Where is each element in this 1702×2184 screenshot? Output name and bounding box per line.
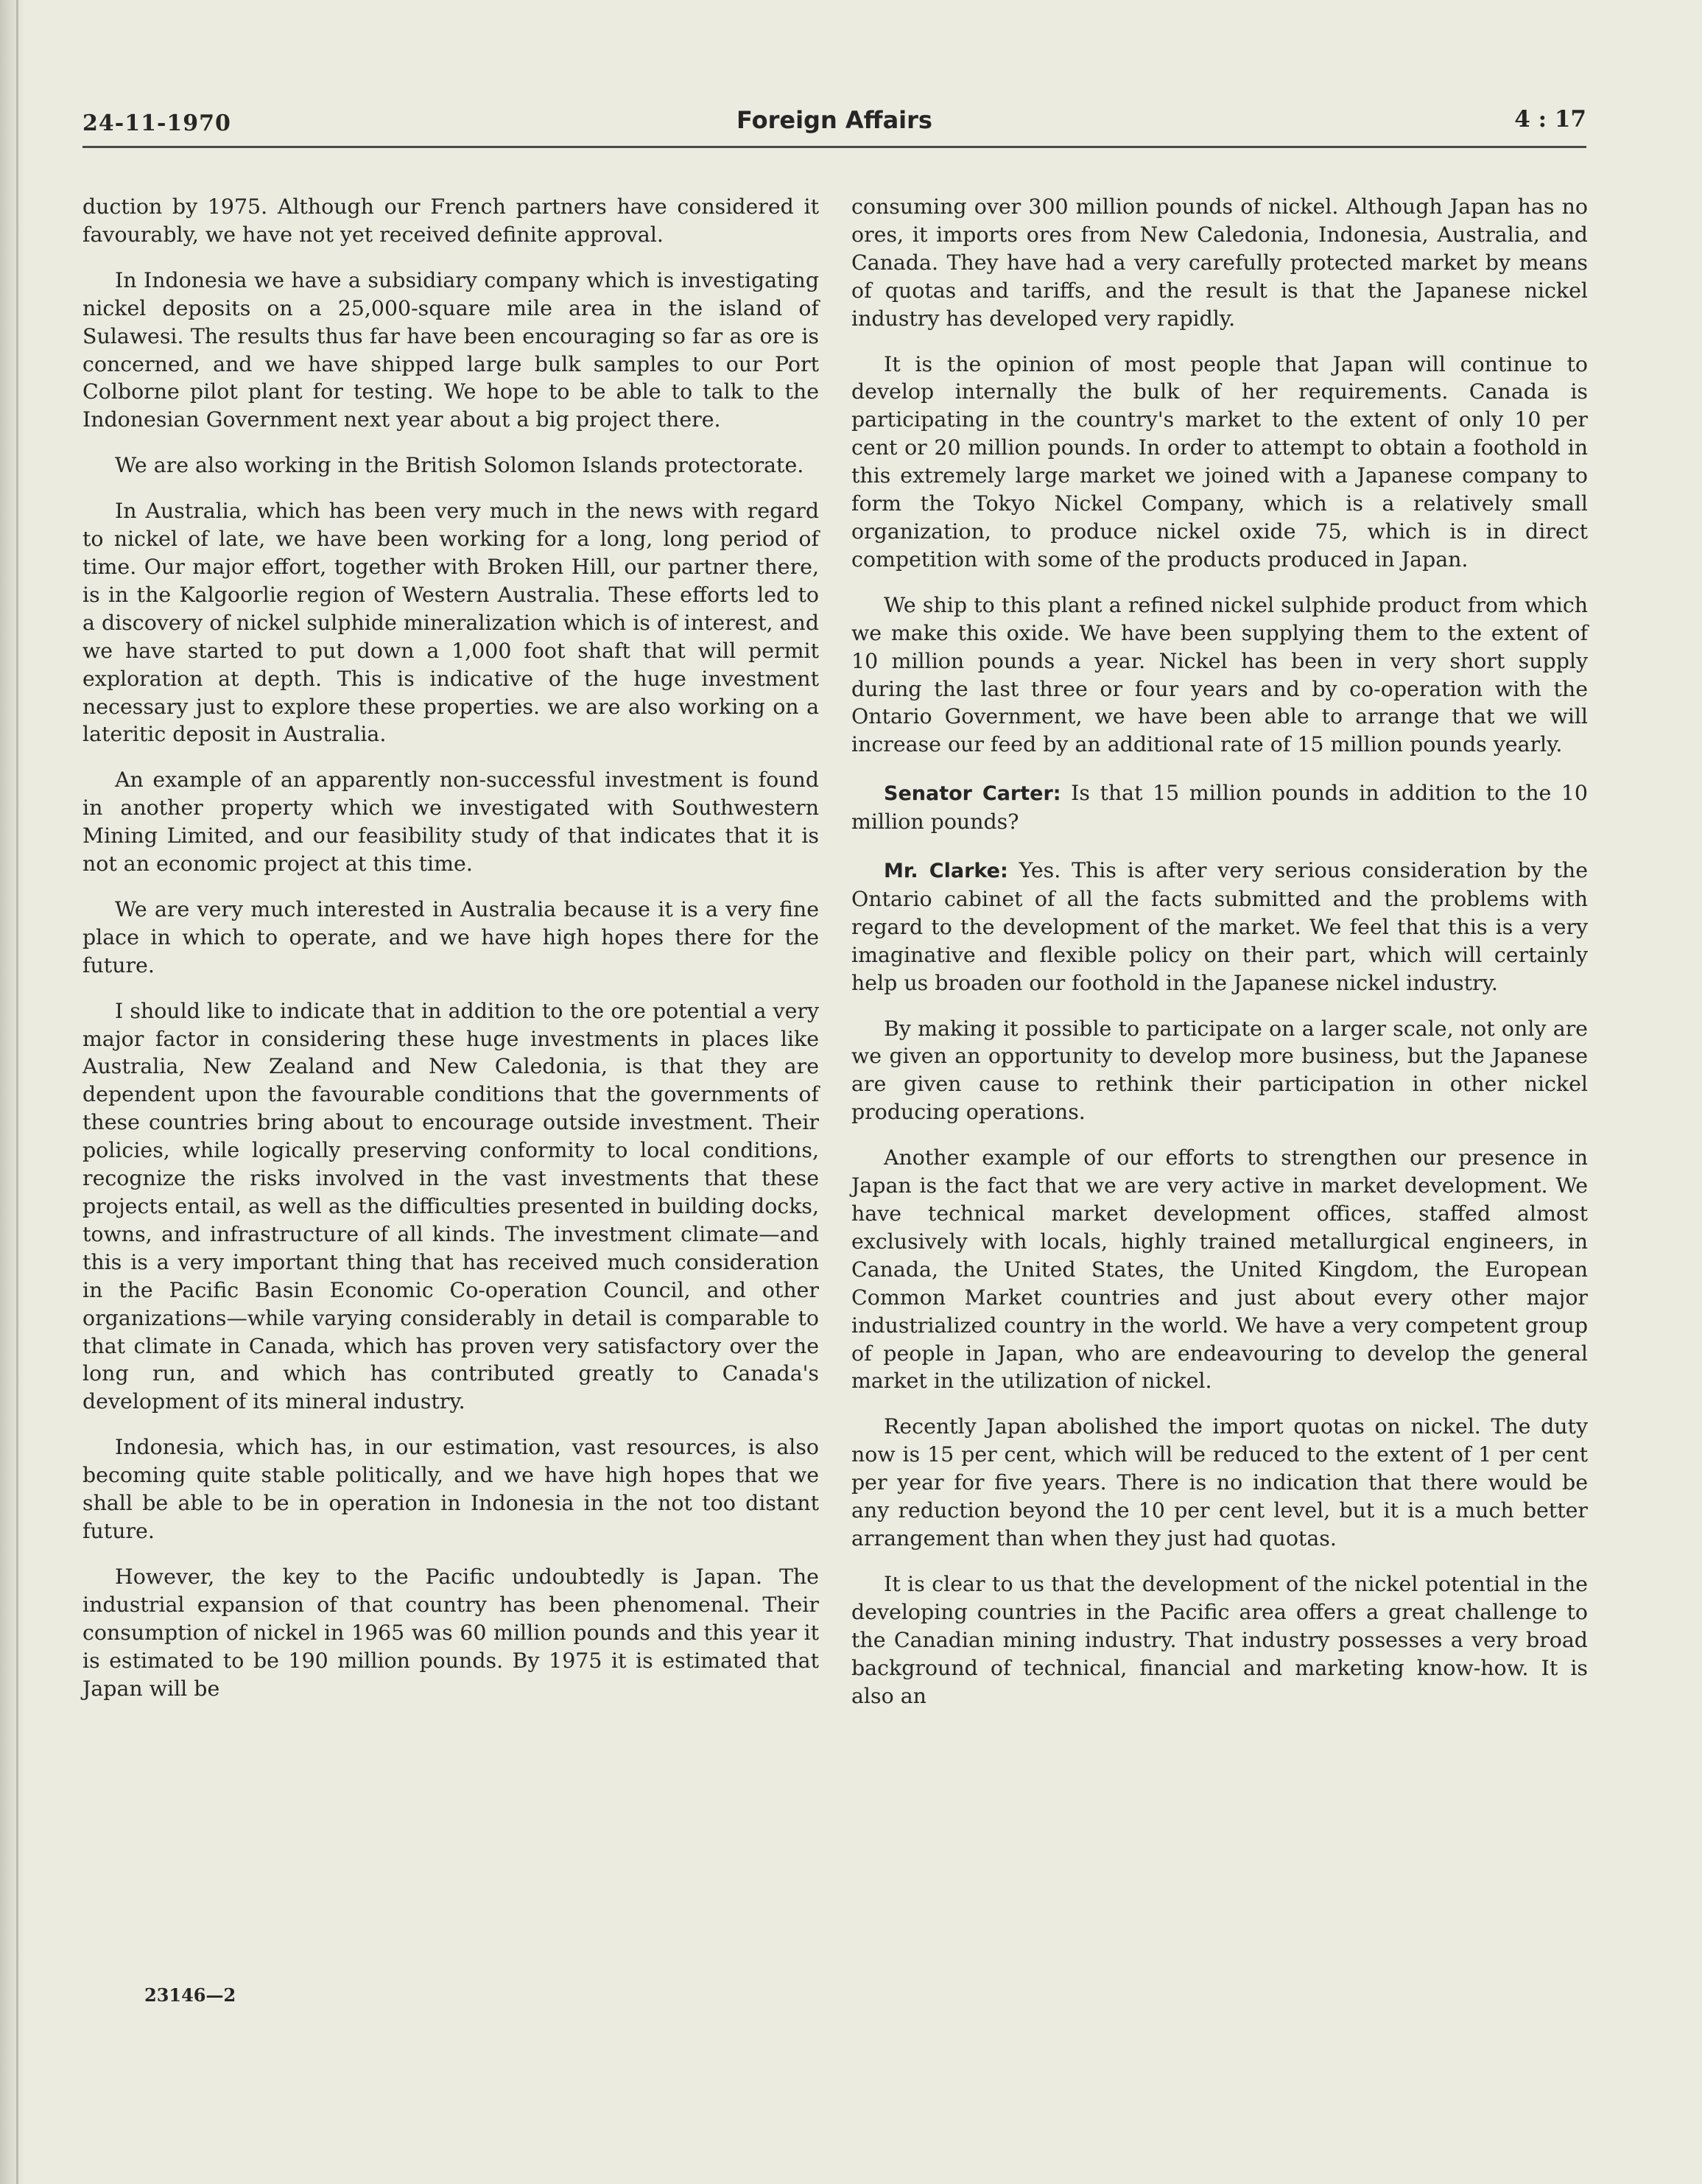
header-page-number: 4 : 17	[1514, 106, 1586, 133]
paragraph: In Australia, which has been very much in the news with regard to nickel of late, we have been working for a long, long period of time. Our major effort, together with Broken Hill, our partner there, is in the Kalgoorlie region of Western Australia. These efforts led to a discovery of nickel sulphide mineralization which is of interest, and we have started to put down a 1,000 foot shaft that will permit exploration at depth. This is indicative of the huge investment necessary just to explore these properties. we are also working on a lateritic deposit in Australia.	[82, 499, 819, 747]
paragraph: We ship to this plant a refined nickel sulphide product from which we make this oxide. We have been supplying them to the extent of 10 million pounds a year. Nickel has been in very short supply during the last three or four years and by co-operation with the Ontario Government, we have been able to arrange that we will increase our feed by an additional rate of 15 million pounds yearly.	[851, 592, 1588, 757]
paragraph: However, the key to the Pacific undoubtedly is Japan. The industrial expansion of that country has been phenomenal. Their consumption of nickel in 1965 was 60 million pounds and this year it is estimated to be 190 million pounds. By 1975 it is estimated that Japan will be	[82, 1564, 819, 1701]
speaker-text: Is that 15 million pounds in addition to the 10 million pounds?	[851, 781, 1588, 835]
header-date: 24-11-1970	[82, 110, 231, 136]
speaker-paragraph	[851, 779, 1588, 836]
paragraph: By making it possible to participate on a larger scale, not only are we given an opportunity to develop more business, but the Japanese are given cause to rethink their participation in other nickel producing operations.	[851, 1016, 1588, 1125]
right-column	[851, 193, 1588, 1727]
speaker-name: Senator Carter:	[884, 782, 1061, 806]
paragraph: consuming over 300 million pounds of nickel. Although Japan has no ores, it imports ores from New Caledonia, Indonesia, Australia, and Canada. They have had a very carefully protected market by means of quotas and tariffs, and the result is that the Japanese nickel industry has developed very rapidly.	[851, 194, 1588, 331]
paragraph: Indonesia, which has, in our estimation, vast resources, is also becoming quite stable politically, and we have high hopes that we shall be able to be in operation in Indonesia in the not too distant future.	[82, 1435, 819, 1543]
paragraph: It is clear to us that the development of the nickel potential in the developing countries in the Pacific area offers a great challenge to the Canadian mining industry. That industry possesses a very broad background of technical, financial and marketing know-how. It is also an	[851, 1571, 1588, 1708]
paragraph: We are very much interested in Australia because it is a very fine place in which to operate, and we have high hopes there for the future.	[82, 896, 819, 977]
paragraph: Another example of our efforts to strengthen our presence in Japan is the fact that we are very active in market development. We have technical market development offices, staffed almost exclusively with locals, highly trained metallurgical engineers, in Canada, the United States, the United Kingdom, the European Common Market countries and just about every other major industrialized country in the world. We have a very competent group of people in Japan, who are endeavouring to develop the general market in the utilization of nickel.	[851, 1145, 1588, 1394]
page-header	[82, 105, 1586, 148]
page-binding-edge	[0, 0, 25, 2184]
speaker-name: Mr. Clarke:	[884, 860, 1008, 883]
left-column	[82, 193, 819, 1720]
speaker-text: Yes. This is after very serious consideration by the Ontario cabinet of all the facts submitted and the problems with regard to the development of the market. We feel that this is a very imaginative and flexible policy on their part, which will certainly help us broaden our foothold in the Japanese nickel industry.	[851, 858, 1589, 995]
paragraph: duction by 1975. Although our French partners have considered it favourably, we have not yet received definite approval.	[82, 194, 819, 247]
paragraph: We are also working in the British Solomon Islands protectorate.	[115, 453, 804, 478]
paragraph: It is the opinion of most people that Japan will continue to develop internally the bulk of her requirements. Canada is participating in the country's market to the extent of only 10 per cent or 20 million pounds. In order to attempt to obtain a foothold in this extremely large market we joined with a Japanese company to form the Tokyo Nickel Company, which is a relatively small organization, to produce nickel oxide 75, which is in direct competition with some of the products produced in Japan.	[851, 351, 1588, 572]
header-title: Foreign Affairs	[736, 106, 932, 134]
paragraph: An example of an apparently non-successful investment is found in another property which we investigated with Southwestern Mining Limited, and our feasibility study of that indicates that it is not an economic project at this time.	[82, 768, 819, 877]
speaker-paragraph	[851, 857, 1588, 997]
binding-line	[16, 0, 18, 2184]
paragraph: I should like to indicate that in addition to the ore potential a very major factor in considering these huge investments in places like Australia, New Zealand and New Caledonia, is that they are dependent upon the favourable conditions that the governments of these countries bring about to encourage outside investment. Their policies, while logically preserving conformity to local conditions, recognize the risks involved in the vast investments that these projects entail, as well as the difficulties presented in building docks, towns, and infrastructure of all kinds. The investment climate—and this is a very important thing that has received much consideration in the Pacific Basin Economic Co-operation Council, and other organizations—while varying considerably in detail is comparable to that climate in Canada, which has proven very satisfactory over the long run, and which has contributed greatly to Canada's development of its mineral industry.	[82, 998, 819, 1414]
paragraph: In Indonesia we have a subsidiary company which is investigating nickel deposits on a 25,000-square mile area in the island of Sulawesi. The results thus far have been encouraging so far as ore is concerned, and we have shipped large bulk samples to our Port Colborne pilot plant for testing. We hope to be able to talk to the Indonesian Government next year about a big project there.	[82, 267, 819, 432]
footer-print-code: 23146—2	[144, 1984, 236, 2006]
paragraph: Recently Japan abolished the import quotas on nickel. The duty now is 15 per cent, which will be reduced to the extent of 1 per cent per year for five years. There is no indication that there would be any reduction beyond the 10 per cent level, but it is a much better arrangement than when they just had quotas.	[851, 1414, 1588, 1551]
